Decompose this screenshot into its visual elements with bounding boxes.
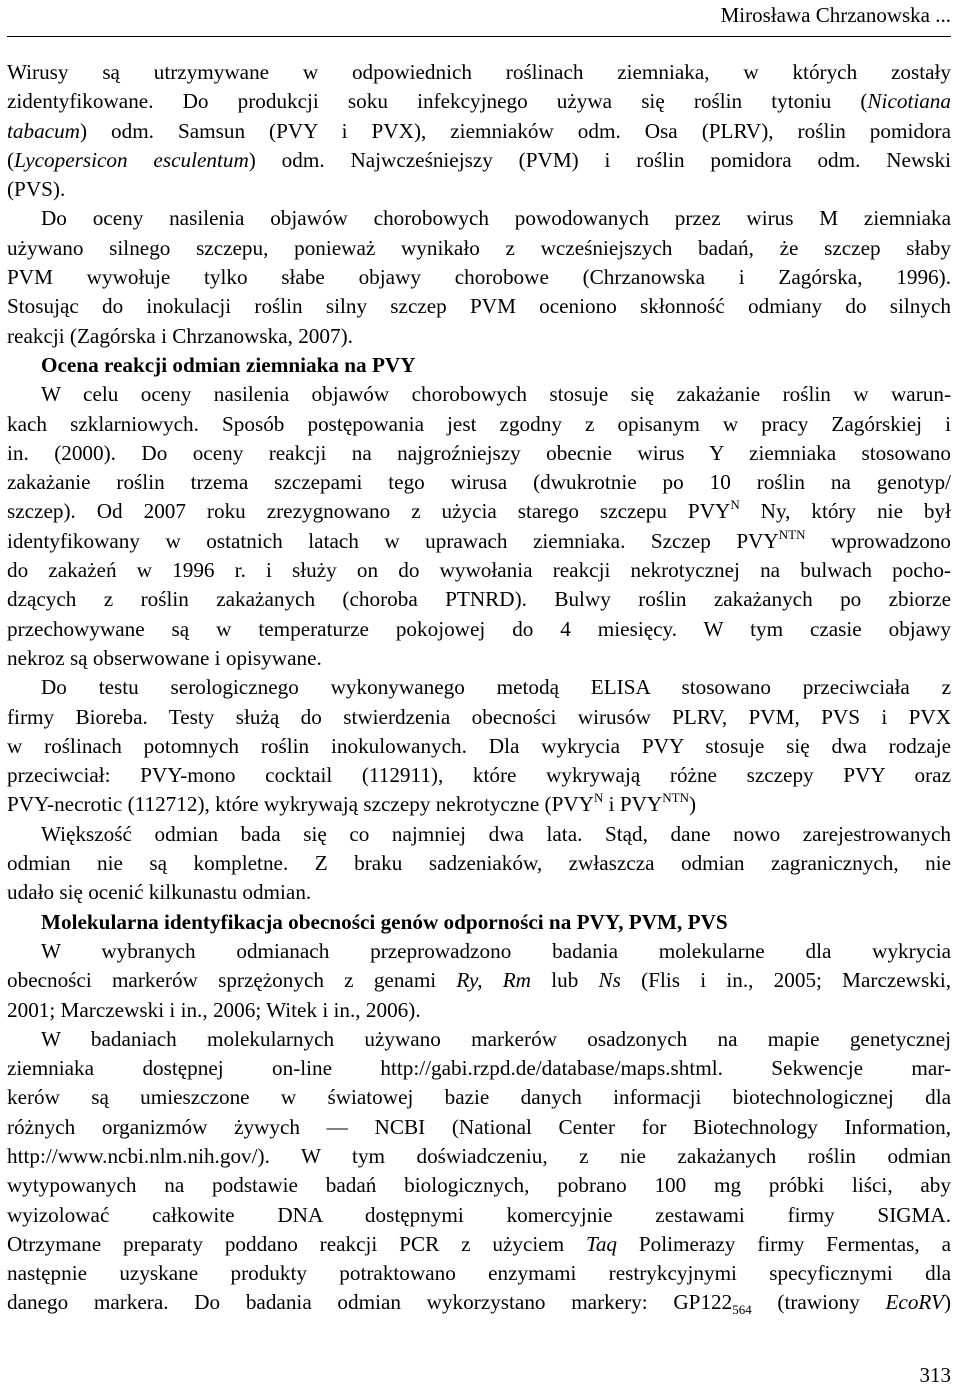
text-line	[7, 1230, 951, 1259]
text-line	[7, 1025, 951, 1054]
text-run: PVY-necrotic (112712), które wykrywają szczepy nekrotyczne (PVY	[7, 792, 594, 817]
text-run: przechowywane są w temperaturze pokojowej do 4 miesięcy. W tym czasie objawy	[7, 616, 951, 641]
text-run: Ny, który nie był	[739, 499, 951, 524]
text-line	[7, 204, 951, 233]
text-line	[7, 790, 951, 819]
text-run: lub	[531, 968, 599, 993]
text-line	[7, 820, 951, 849]
text-run: i PVY	[603, 792, 663, 817]
text-line	[7, 1171, 951, 1200]
text-run: reakcji (Zagórska i Chrzanowska, 2007).	[7, 323, 353, 348]
text-line	[7, 1288, 951, 1317]
italic-text: Nicotiana	[867, 89, 951, 114]
text-run: dzących z roślin zakażanych (choroba PTNRD). Bulwy roślin zakażanych po zbiorze	[7, 587, 951, 612]
italic-text: Taq	[585, 1231, 618, 1256]
italic-text: Lycopersicon esculentum	[14, 147, 249, 172]
text-run: http://www.ncbi.nlm.nih.gov/). W tym doświadczeniu, z nie zakażanych roślin odmian	[7, 1143, 951, 1168]
text-run: firmy Bioreba. Testy służą do stwierdzenia obecności wirusów PLRV, PVM, PVS i PVX	[7, 704, 951, 729]
text-line	[7, 1201, 951, 1230]
italic-text: Ry, Rm	[456, 968, 531, 993]
text-run: używano silnego szczepu, ponieważ wynikało z wcześniejszych badań, że szczep słaby	[7, 235, 951, 260]
text-run: )	[943, 1290, 951, 1315]
text-run: odmian nie są kompletne. Z braku sadzeniaków, zwłaszcza odmian zagranicznych, nie	[7, 851, 951, 876]
text-line	[7, 849, 951, 878]
text-line	[7, 732, 951, 761]
text-run: Do testu serologicznego wykonywanego metodą ELISA stosowano przeciwciała z	[41, 675, 951, 700]
text-run: do zakażeń w 1996 r. i służy on do wywołania reakcji nekrotycznej na bulwach pocho-	[7, 558, 951, 583]
page-number: 313	[919, 1363, 951, 1387]
text-line	[7, 263, 951, 292]
document-page	[7, 0, 951, 1390]
text-run: obecności markerów sprzężonych z genami	[7, 968, 457, 993]
text-line	[7, 410, 951, 439]
superscript: N	[730, 497, 740, 513]
text-line	[7, 322, 951, 351]
text-run: (	[7, 147, 15, 172]
text-run: PVM wywołuje tylko słabe objawy chorobowe (Chrzanowska i Zagórska, 1996).	[7, 265, 951, 290]
superscript: N	[593, 790, 604, 806]
text-line	[7, 117, 951, 146]
text-run: kach szklarniowych. Sposób postępowania jest zgodny z opisanym w pracy Zagórskiej i	[7, 411, 951, 436]
text-line	[7, 1083, 951, 1112]
text-line	[7, 673, 951, 702]
superscript: NTN	[662, 790, 689, 806]
italic-text: tabacum	[7, 118, 80, 143]
running-header: Mirosława Chrzanowska ...	[720, 3, 951, 27]
text-line	[7, 87, 951, 116]
text-line	[7, 234, 951, 263]
text-line	[7, 58, 951, 87]
text-line	[7, 1054, 951, 1083]
text-run: przeciwciał: PVY-mono cocktail (112911), które wykrywają różne szczepy PVY oraz	[7, 763, 951, 788]
text-run: wytypowanych na podstawie badań biologicznych, pobrano 100 mg próbki liści, aby	[7, 1173, 951, 1198]
text-run: Większość odmian bada się co najmniej dwa lata. Stąd, dane nowo zarejestrowanych	[41, 821, 951, 846]
text-line	[7, 615, 951, 644]
text-line	[7, 585, 951, 614]
text-line	[7, 556, 951, 585]
text-line	[7, 380, 951, 409]
section-heading	[7, 908, 951, 937]
text-run: zidentyfikowane. Do produkcji soku infekcyjnego używa się roślin tytoniu (	[7, 89, 868, 114]
text-run: Wirusy są utrzymywane w odpowiednich roślinach ziemniaka, w których zostały	[7, 60, 951, 84]
subscript: 564	[732, 1302, 752, 1318]
text-run: ziemniaka dostępnej on-line http://gabi.rzpd.de/database/maps.shtml. Sekwencje mar-	[7, 1056, 951, 1081]
text-run: Do oceny nasilenia objawów chorobowych powodowanych przez wirus M ziemniaka	[41, 206, 951, 231]
text-run: in. (2000). Do oceny reakcji na najgroźniejszy obecnie wirus Y ziemniaka stosowano	[7, 440, 951, 465]
text-run: szczep). Od 2007 roku zrezygnowano z użycia starego szczepu PVY	[7, 499, 731, 524]
text-line	[7, 527, 951, 556]
text-run: następnie uzyskane produkty potraktowano enzymami restrykcyjnymi specyficznymi dla	[7, 1261, 951, 1286]
text-line	[7, 1259, 951, 1288]
text-run: kerów są umieszczone w światowej bazie danych informacji biotechnologicznej dla	[7, 1085, 951, 1110]
text-line	[7, 996, 951, 1025]
text-run: w roślinach potomnych roślin inokulowanych. Dla wykrycia PVY stosuje się dwa rodzaje	[7, 733, 951, 758]
text-run: W badaniach molekularnych używano markerów osadzonych na mapie genetycznej	[41, 1026, 951, 1051]
text-line	[7, 292, 951, 321]
text-line	[7, 146, 951, 175]
section-heading	[7, 351, 951, 380]
text-run: W celu oceny nasilenia objawów chorobowych stosuje się zakażanie roślin w warun-	[41, 382, 951, 407]
text-line	[7, 439, 951, 468]
text-run: ) odm. Samsun (PVY i PVX), ziemniaków odm. Osa (PLRV), roślin pomidora	[79, 118, 951, 143]
text-line	[7, 175, 951, 204]
text-run: wyizolować całkowite DNA dostępnymi komercyjnie zestawami firmy SIGMA.	[7, 1202, 951, 1227]
superscript: NTN	[778, 526, 806, 542]
text-run: ) odm. Najwcześniejszy (PVM) i roślin pomidora odm. Newski	[248, 147, 951, 172]
text-line	[7, 878, 951, 907]
text-run: )	[688, 792, 697, 817]
text-line	[7, 761, 951, 790]
text-line	[7, 703, 951, 732]
text-run: Molekularna identyfikacja obecności genów odporności na PVY, PVM, PVS	[41, 909, 728, 934]
text-run: zakażanie roślin trzema szczepami tego wirusa (dwukrotnie po 10 roślin na genotyp/	[7, 470, 951, 495]
text-run: W wybranych odmianach przeprowadzono badania molekularne dla wykrycia	[41, 938, 951, 963]
text-run: Otrzymane preparaty poddano reakcji PCR z użyciem	[7, 1231, 586, 1256]
italic-text: EcoRV	[885, 1290, 944, 1315]
text-run: nekroz są obserwowane i opisywane.	[7, 645, 322, 670]
text-run: (PVS).	[7, 177, 66, 202]
body-text	[7, 58, 951, 1318]
header-rule	[7, 36, 951, 37]
text-line	[7, 1113, 951, 1142]
text-run: udało się ocenić kilkunastu odmian.	[7, 880, 312, 905]
text-line	[7, 497, 951, 526]
text-run: identyfikowany w ostatnich latach w uprawach ziemniaka. Szczep PVY	[7, 528, 779, 553]
text-run: Stosując do inokulacji roślin silny szczep PVM oceniono skłonność odmiany do silnych	[7, 294, 951, 319]
text-line	[7, 966, 951, 995]
text-line	[7, 1142, 951, 1171]
text-run: 2001; Marczewski i in., 2006; Witek i in., 2006).	[7, 997, 421, 1022]
text-run: wprowadzono	[805, 528, 951, 553]
text-run: danego markera. Do badania odmian wykorzystano markery: GP122	[7, 1290, 733, 1315]
text-run: różnych organizmów żywych — NCBI (National Center for Biotechnology Information,	[7, 1114, 951, 1139]
italic-text: Ns	[598, 968, 621, 993]
text-run: (trawiony	[751, 1290, 886, 1315]
text-run: (Flis i in., 2005; Marczewski,	[620, 968, 952, 993]
text-line	[7, 644, 951, 673]
text-line	[7, 937, 951, 966]
text-line	[7, 468, 951, 497]
text-run: Ocena reakcji odmian ziemniaka na PVY	[41, 352, 416, 377]
text-run: Polimerazy firmy Fermentas, a	[617, 1231, 951, 1256]
